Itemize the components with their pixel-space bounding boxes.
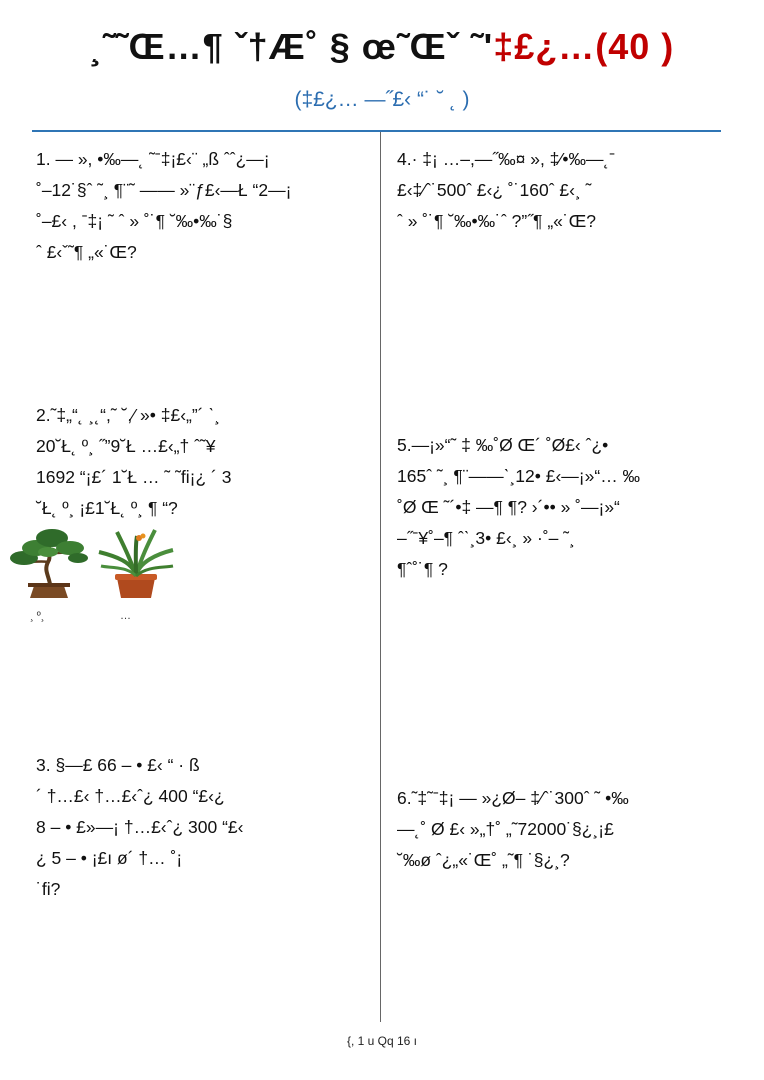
title-main: ¸˜˜Œ…¶ ˇ†Æ˚ § œ˜Œˇ ˜' (89, 26, 494, 67)
problem-line: ˘Ł˛ º¸ ¡£1˘Ł˛ º¸ ¶ “? (36, 498, 178, 518)
bonsai-tree-image (8, 524, 90, 600)
page-title (0, 26, 764, 68)
page-subtitle: (‡£¿… —˝£‹ “˙ ˘ ˛ ) (294, 88, 470, 111)
column-divider (380, 132, 381, 1022)
problem-line: 4.· ‡¡ …–,—˝‰¤ », ‡⁄•‰—˛ˉ (397, 149, 616, 169)
problem-line: ˚–£‹ , ˉ‡¡ ˜ ˆ » ˚˙¶ ˘‰•‰˙§ (36, 211, 233, 231)
problem-line: £‹‡⁄ˆ˙500ˆ £‹¿ ˚˙160ˆ £‹¸ ˜ (397, 180, 592, 200)
problem-1 (36, 144, 291, 268)
problem-line: 6.˜‡˜ˉ‡¡ — »¿Ø– ‡⁄ˆ˙300ˆ ˜ •‰ (397, 788, 629, 808)
potted-plant-image (95, 526, 177, 600)
problem-line: ˆ £‹ˇ˜¶ „«˙Œ? (36, 242, 137, 262)
problem-line: 2.˜‡„“˛ ¸˛“,˜ ˘,⁄ »• ‡£‹„”´ ˋ¸ (36, 405, 221, 425)
title-accent: ‡£¿…(40 ) (493, 26, 675, 67)
problem-line: 1. — », •‰—˛ ˜ˉ‡¡£‹¨ „ß ˆˆ¿—¡ (36, 149, 270, 169)
page-footer: {, 1 u Qq 16 ı (346, 1034, 418, 1048)
header-divider (32, 130, 721, 132)
problem-line: 20˘Ł˛ º¸ ˝”9˘Ł …£‹„† ˆ˜¥ (36, 436, 216, 456)
problem-2 (36, 400, 231, 524)
problem-line: ´ †…£‹ †…£‹ˆ¿ 400 “£‹¿ (36, 786, 225, 806)
image-caption: … (120, 610, 131, 622)
problem-line: ˙fi? (36, 879, 61, 899)
problem-line: 1692 “¡£´ 1˘Ł … ˜ ˜fi¡¿ ´ 3 (36, 467, 232, 487)
problem-3 (36, 750, 243, 905)
problem-line: —˛˚ Ø £‹ »„†˚ „˜72000˙§¿¸¡£ (397, 819, 614, 839)
problem-line: ˚–12˙§ˆ ˜¸ ¶¨˜ —— »¨ƒ£‹—Ł “2—¡ (36, 180, 292, 200)
problem-line: 5.—¡»“˜ ‡ ‰˚Ø Œ´ ˚Ø£‹ ˆ¿• (397, 435, 609, 455)
problem-line: ˆ » ˚˙¶ ˘‰•‰˙ˆ ?”˝¶ „«˙Œ? (397, 211, 596, 231)
problem-6 (397, 783, 629, 876)
problem-line: 8 – • £»—¡ †…£‹ˆ¿ 300 “£‹ (36, 817, 244, 837)
problem-line: ˘‰ø ˆ¿„«˙Œ˚ „˜¶ ˙§¿¸? (397, 850, 570, 870)
problem-line: –˝ˉ¥˚–¶ ˆˋ¸3• £‹¸ » ·˚– ˜¸ (397, 528, 575, 548)
problem-line: ˚Ø Œ ˜´•‡ —¶ ¶? ›´•• » ˚—¡»“ (397, 497, 620, 517)
image-caption: ¸ º¸ (30, 610, 45, 622)
problem-5 (397, 430, 640, 585)
problem-4 (397, 144, 615, 237)
problem-line: 3. §—£ 66 – • £‹ “ · ß (36, 755, 200, 775)
problem-line: 165ˆ ˜¸ ¶¨——ˋ¸12• £‹—¡»“… ‰ (397, 466, 641, 486)
problem-line: ¿ 5 – • ¡£ı ø´ †… ˚¡ (36, 848, 183, 868)
problem-line: ¶ˆ˚˙¶ ? (397, 559, 448, 579)
